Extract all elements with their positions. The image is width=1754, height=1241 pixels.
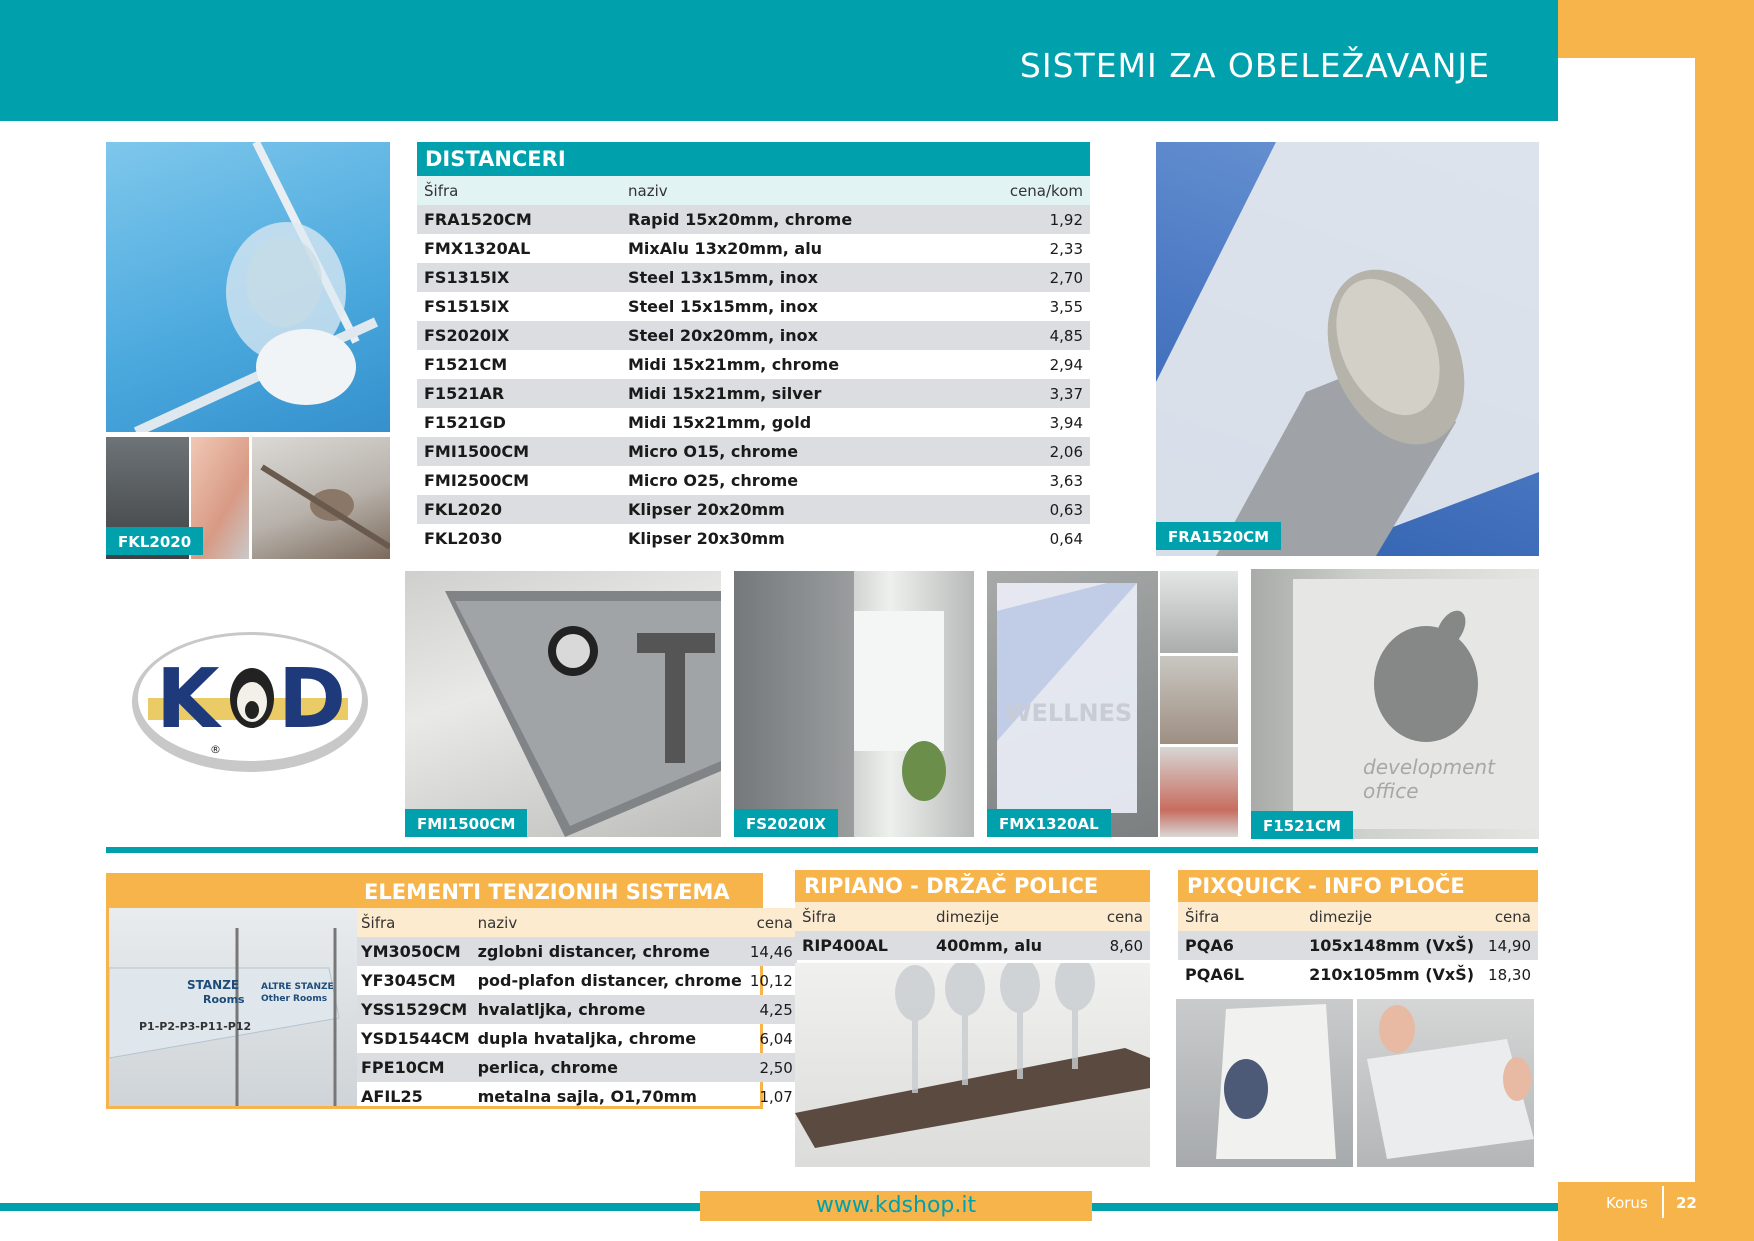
- cell-price: 3,94: [1049, 413, 1083, 432]
- col-header-sifra: Šifra: [1178, 902, 1302, 931]
- col-header-dimezije: dimezije: [929, 902, 1085, 931]
- photo-fra1520cm: [1156, 142, 1539, 556]
- cell-code: FS1315IX: [417, 263, 621, 292]
- cell-code: RIP400AL: [795, 931, 929, 960]
- cell-code: FS2020IX: [417, 321, 621, 350]
- cell-code: FKL2020: [417, 495, 621, 524]
- photo-fmx1320al-detail-3: [1160, 747, 1238, 837]
- photo-fkl2020: [106, 142, 390, 432]
- table-row: [417, 379, 1090, 408]
- wellness-sign-text: WELLNES: [1005, 699, 1133, 727]
- cell-price: 2,33: [1049, 239, 1083, 258]
- cell-price: 1,07: [759, 1087, 793, 1106]
- cell-code: FRA1520CM: [417, 205, 621, 234]
- cell-name: dupla hvataljka, chrome: [477, 1029, 697, 1048]
- table-header-row: [1178, 902, 1538, 931]
- col-header-cena: cena: [746, 908, 797, 937]
- suction-cup-illustration: [106, 142, 390, 432]
- cell-price: 8,60: [1085, 931, 1150, 960]
- photo-pixquick-stand: [1176, 999, 1353, 1167]
- col-header-naziv: naziv: [621, 176, 964, 205]
- table-row: [1178, 960, 1538, 989]
- distanceri-title: DISTANCERI: [417, 142, 1090, 176]
- section-divider: [106, 847, 1538, 853]
- cell-name: pod-plafon distancer, chrome: [477, 971, 742, 990]
- cell-price: 3,55: [1049, 297, 1083, 316]
- sign-text-altre: ALTRE STANZE: [261, 982, 334, 992]
- cell-price: 2,70: [964, 263, 1090, 292]
- tenzioni-table: [357, 908, 797, 1111]
- cell-price: 14,46: [746, 937, 797, 966]
- col-header-cena: cena: [1481, 902, 1538, 931]
- cell-code: YSS1529CM: [357, 995, 474, 1024]
- cell-code: YSD1544CM: [361, 1029, 470, 1048]
- table-row: [357, 1024, 797, 1053]
- cell-code: F1521GD: [424, 413, 506, 432]
- standoff-illustration: [1156, 142, 1539, 556]
- tenzioni-title: ELEMENTI TENZIONIH SISTEMA: [364, 880, 730, 904]
- cell-code: FMI1500CM: [417, 437, 621, 466]
- cell-name: Midi 15x21mm, gold: [628, 413, 812, 432]
- tenzioni-section: [106, 873, 793, 1109]
- table-row: [417, 437, 1090, 466]
- table-row: [357, 937, 797, 966]
- sign-text-other: Other Rooms: [261, 994, 328, 1004]
- cell-code: FPE10CM: [357, 1053, 474, 1082]
- cell-name: Micro O25, chrome: [628, 471, 799, 490]
- label-fs2020ix: FS2020IX: [734, 809, 838, 837]
- cell-price: 6,04: [759, 1029, 793, 1048]
- cell-code: FMX1320AL: [424, 239, 531, 258]
- table-row: [417, 292, 1090, 321]
- photo-fmi1500cm: [405, 571, 721, 837]
- photo-pixquick-open: [1357, 999, 1534, 1167]
- footer-line-right: [1092, 1203, 1558, 1211]
- cell-price: 0,64: [1049, 529, 1083, 548]
- footer-url[interactable]: www.kdshop.it: [700, 1191, 1092, 1221]
- table-row: [357, 966, 797, 995]
- cell-name: hvalatljka, chrome: [474, 995, 746, 1024]
- table-row: [357, 1082, 797, 1111]
- cell-code: FS1515IX: [424, 297, 510, 316]
- photo-fmx1320al-detail-2: [1160, 656, 1238, 744]
- cell-size: 210x105mm (VxŠ): [1309, 965, 1475, 984]
- photo-shelf-glasses: [795, 963, 1150, 1167]
- cell-name: Steel 15x15mm, inox: [628, 297, 818, 316]
- label-f1521cm: F1521CM: [1251, 811, 1353, 839]
- distanceri-table: [417, 176, 1090, 553]
- label-fkl2020-wrap: [106, 527, 203, 555]
- cell-code: F1521CM: [424, 355, 508, 374]
- table-row: [417, 263, 1090, 292]
- cell-code: PQA6L: [1185, 965, 1245, 984]
- table-row: [417, 524, 1090, 553]
- corner-accent: [1558, 0, 1754, 58]
- cell-code: YM3050CM: [357, 937, 474, 966]
- table-row: [417, 408, 1090, 437]
- table-header-row: [357, 908, 797, 937]
- cell-code: YF3045CM: [361, 971, 456, 990]
- ripiano-title: RIPIANO - DRŽAČ POLICE: [795, 870, 1150, 902]
- cell-price: 10,12: [749, 971, 793, 990]
- page-number: 22: [1676, 1194, 1697, 1212]
- label-fra1520cm: FRA1520CM: [1156, 522, 1281, 550]
- table-row: [1178, 931, 1538, 960]
- ripiano-section: [795, 870, 1150, 960]
- col-header-cena: cena: [1085, 902, 1150, 931]
- cell-name: Klipser 20x30mm: [628, 529, 785, 548]
- footer-brand: Korus: [1606, 1194, 1648, 1212]
- sign-text-stanze: STANZE: [187, 978, 240, 992]
- pixquick-section: [1178, 870, 1538, 989]
- cell-name: Midi 15x21mm, chrome: [628, 355, 840, 374]
- cell-name: perlica, chrome: [474, 1053, 746, 1082]
- col-header-sifra: Šifra: [795, 902, 929, 931]
- cell-code: AFIL25: [361, 1087, 423, 1106]
- table-header-row: [417, 176, 1090, 205]
- col-header-cena: cena/kom: [964, 176, 1090, 205]
- col-header-dimezije: dimezije: [1302, 902, 1481, 931]
- cell-price: 3,63: [1049, 471, 1083, 490]
- cell-price: 18,30: [1488, 965, 1531, 984]
- label-fmx1320al: FMX1320AL: [987, 809, 1111, 837]
- footer-corner-block: [1558, 1182, 1754, 1241]
- label-fmi1500cm: FMI1500CM: [405, 809, 527, 837]
- table-row: [357, 995, 797, 1024]
- cell-name: Midi 15x21mm, silver: [621, 379, 964, 408]
- cell-name: metalna sajla, O1,70mm: [477, 1087, 697, 1106]
- table-row: [417, 495, 1090, 524]
- ripiano-table: [795, 902, 1150, 960]
- col-header-naziv: naziv: [474, 908, 746, 937]
- sign-text-rooms: Rooms: [203, 993, 245, 1006]
- col-header-sifra: Šifra: [417, 176, 621, 205]
- logo-letter-d: D: [278, 652, 347, 747]
- cell-name: Micro O15, chrome: [621, 437, 964, 466]
- table-row: [417, 466, 1090, 495]
- table-header-row: [795, 902, 1150, 931]
- sign-text-rooms-list: P1-P2-P3-P11-P12: [139, 1020, 252, 1033]
- cell-name: MixAlu 13x20mm, alu: [628, 239, 823, 258]
- page-title: SISTEMI ZA OBELEŽAVANJE: [1019, 46, 1490, 85]
- table-row: [357, 1053, 797, 1082]
- cell-name: Rapid 15x20mm, chrome: [621, 205, 964, 234]
- development-office-text: development office: [1363, 755, 1495, 803]
- kd-logo: [128, 628, 372, 776]
- cell-code: FMI2500CM: [424, 471, 529, 490]
- cell-price: 4,25: [746, 995, 797, 1024]
- cell-name: Steel 20x20mm, inox: [621, 321, 964, 350]
- registered-mark: ®: [210, 743, 221, 756]
- photo-f1521cm: [1251, 569, 1539, 839]
- cell-size: 400mm, alu: [929, 931, 1085, 960]
- cell-code: FKL2030: [424, 529, 503, 548]
- pixquick-title: PIXQUICK - INFO PLOČE: [1178, 870, 1538, 902]
- col-header-sifra: Šifra: [357, 908, 474, 937]
- table-row: [417, 205, 1090, 234]
- photo-fmx1320al: [987, 571, 1158, 837]
- cell-code: PQA6: [1178, 931, 1302, 960]
- cell-price: 2,94: [1049, 355, 1083, 374]
- distanceri-section: [417, 142, 1090, 553]
- photo-fkl2020-detail-3: [252, 437, 390, 559]
- footer-line-left: [0, 1203, 700, 1211]
- logo-letter-k: K: [156, 652, 220, 747]
- photo-fs2020ix: [734, 571, 974, 837]
- cell-price: 1,92: [964, 205, 1090, 234]
- cell-size: 105x148mm (VxŠ): [1302, 931, 1481, 960]
- cell-price: 2,06: [964, 437, 1090, 466]
- label-fkl2020: FKL2020: [106, 527, 203, 555]
- cell-price: 3,37: [964, 379, 1090, 408]
- table-row: [417, 234, 1090, 263]
- cell-price: 2,50: [746, 1053, 797, 1082]
- table-row: [417, 321, 1090, 350]
- cell-name: Steel 13x15mm, inox: [621, 263, 964, 292]
- photo-tension-system: [109, 908, 357, 1106]
- table-row: [795, 931, 1150, 960]
- pixquick-table: [1178, 902, 1538, 989]
- footer-divider: [1662, 1186, 1664, 1218]
- cell-price: 14,90: [1481, 931, 1538, 960]
- cell-name: zglobni distancer, chrome: [474, 937, 746, 966]
- photo-fmx1320al-detail-1: [1160, 571, 1238, 653]
- right-accent-strip: [1695, 58, 1754, 1241]
- cell-price: 0,63: [964, 495, 1090, 524]
- cell-code: F1521AR: [417, 379, 621, 408]
- table-row: [417, 350, 1090, 379]
- cell-name: Klipser 20x20mm: [621, 495, 964, 524]
- cell-price: 4,85: [964, 321, 1090, 350]
